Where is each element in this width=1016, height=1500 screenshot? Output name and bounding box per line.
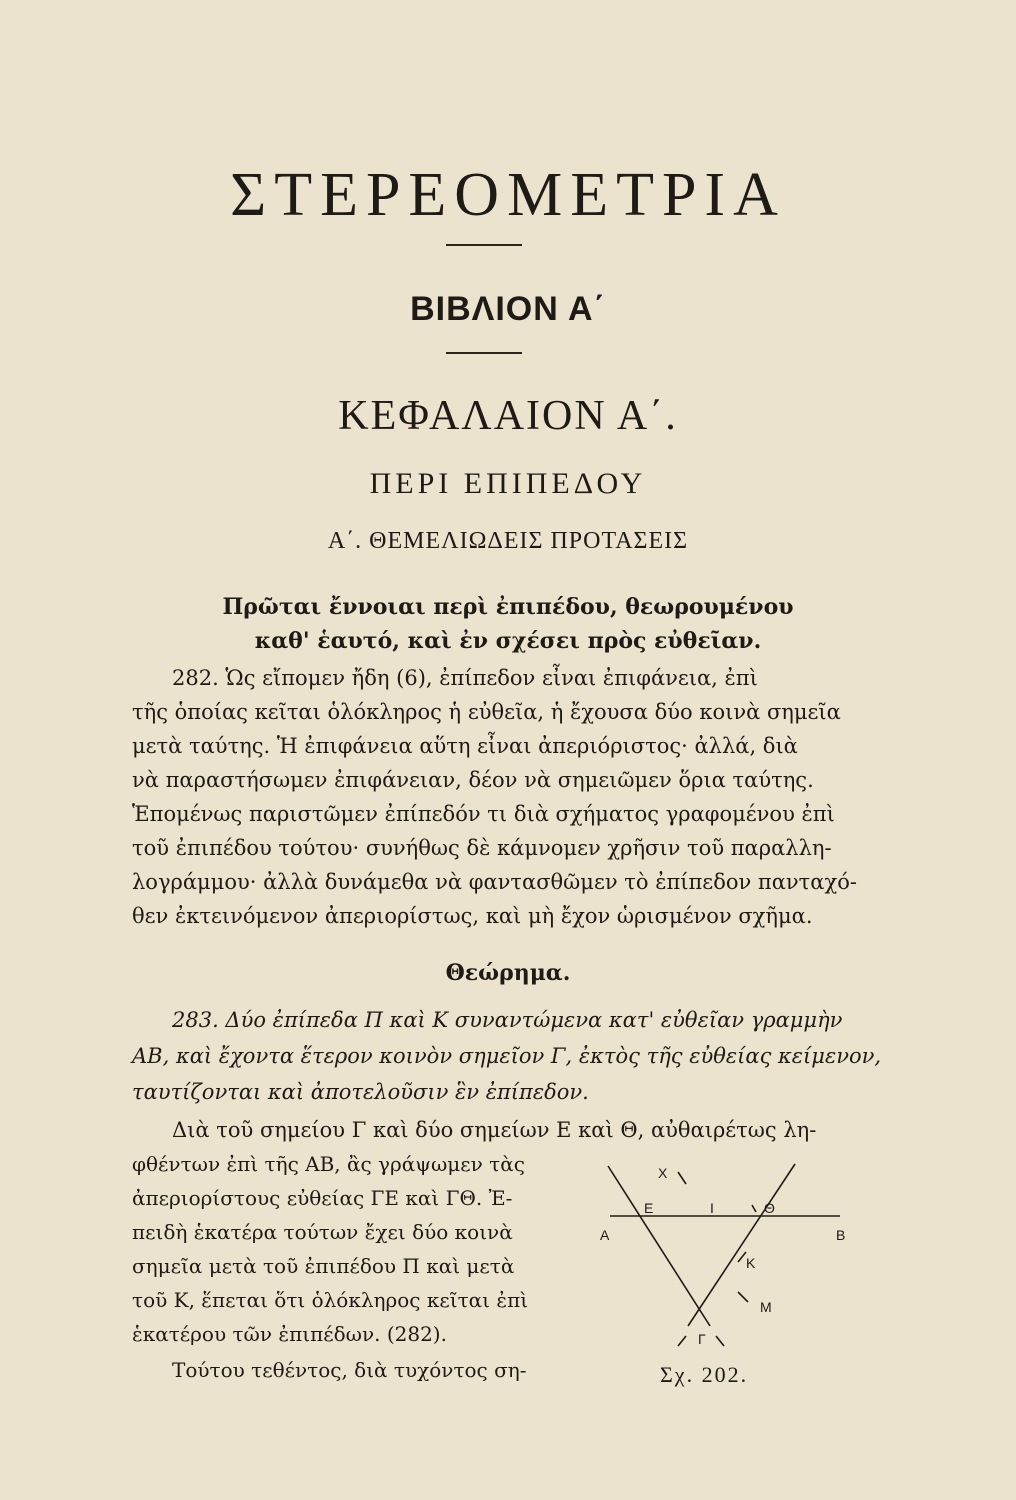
theorem-statement-line: 283. Δύο ἐπίπεδα Π καὶ Κ συναντώμενα κατ' εὐθεῖαν γραμμὴν — [172, 1008, 843, 1032]
book-divider — [446, 352, 522, 354]
paragraph-282-line: νὰ παραστήσωμεν ἐπιφάνειαν, δέον νὰ σημειῶμεν ὅρια ταύτης. — [132, 768, 814, 792]
proof-line: Διὰ τοῦ σημείου Γ καὶ δύο σημείων Ε καὶ Θ, αὐθαιρέτως λη- — [172, 1118, 817, 1142]
chapter-subtitle: ΠΕΡΙ ΕΠΙΠΕΔΟΥ — [369, 467, 647, 500]
paragraph-282-line: 282. Ὡς εἴπομεν ἤδη (6), ἐπίπεδον εἶναι ἐπιφάνεια, ἐπὶ — [172, 666, 758, 690]
figure-202 — [590, 1150, 860, 1360]
label-K: Κ — [746, 1255, 756, 1271]
book-heading: ΒΙΒΛΙΟΝ Α΄ — [410, 290, 606, 328]
section-heading: Α΄. ΘΕΜΕΛΙΩΔΕΙΣ ΠΡΟΤΑΣΕΙΣ — [327, 528, 689, 554]
proof-line: πειδὴ ἑκατέρα τούτων ἔχει δύο κοινὰ — [132, 1220, 513, 1244]
proof-line: Τούτου τεθέντος, διὰ τυχόντος ση- — [172, 1358, 527, 1382]
label-M: Μ — [760, 1299, 772, 1315]
proof-line: ἑκατέρου τῶν ἐπιπέδων. (282). — [132, 1322, 447, 1346]
label-I: Ι — [710, 1200, 714, 1216]
topic-heading-line-2: καθ' ἑαυτό, καὶ ἐν σχέσει πρὸς εὐθεῖαν. — [254, 628, 762, 654]
line-gamma-e — [608, 1166, 710, 1326]
paragraph-282-line: τοῦ ἐπιπέδου τούτου· συνήθως δὲ κάμνομεν χρῆσιν τοῦ παραλλη- — [132, 836, 832, 860]
label-B: Β — [836, 1227, 846, 1243]
paragraph-282-line: λογράμμου· ἀλλὰ δυνάμεθα νὰ φαντασθῶμεν τὸ ἐπίπεδον πανταχό- — [132, 870, 857, 894]
label-X: Χ — [658, 1165, 668, 1181]
proof-line: φθέντων ἐπὶ τῆς ΑΒ, ἂς γράψωμεν τὰς — [132, 1152, 525, 1176]
paragraph-282-line: Ἑπομένως παριστῶμεν ἐπίπεδόν τι διὰ σχήματος γραφομένου ἐπὶ — [132, 802, 835, 826]
label-A: Α — [600, 1227, 610, 1243]
paragraph-282-line: μετὰ ταύτης. Ἡ ἐπιφάνεια αὕτη εἶναι ἀπεριόριστος· ἀλλά, διὰ — [132, 734, 798, 758]
short-line-x — [678, 1172, 686, 1184]
title-divider — [446, 244, 522, 246]
figure-caption: Σχ. 202. — [660, 1362, 749, 1387]
short-line-gamma-right — [716, 1336, 724, 1346]
theorem-statement-line: ΑΒ, καὶ ἔχοντα ἕτερον κοινὸν σημεῖον Γ, ἐκτὸς τῆς εὐθείας κείμενον, — [132, 1044, 882, 1068]
label-Theta: Θ — [764, 1200, 775, 1216]
short-line-k — [738, 1252, 746, 1262]
chapter-heading: ΚΕΦΑΛΑΙΟΝ Α΄. — [338, 393, 678, 439]
proof-line: τοῦ Κ, ἕπεται ὅτι ὁλόκληρος κεῖται ἐπὶ — [132, 1288, 529, 1312]
theorem-statement-line: ταυτίζονται καὶ ἀποτελοῦσιν ἓν ἐπίπεδον. — [132, 1080, 589, 1104]
page-title: ΣΤΕΡΕΟΜΕΤΡΙΑ — [230, 161, 786, 229]
paragraph-282-line: τῆς ὁποίας κεῖται ὁλόκληρος ἡ εὐθεῖα, ἡ ἔχουσα δύο κοινὰ σημεῖα — [132, 700, 841, 724]
short-line-gamma-left — [678, 1336, 686, 1346]
label-Gamma: Γ — [698, 1331, 706, 1347]
label-E: Ε — [644, 1200, 654, 1216]
proof-line: ἀπεριορίστους εὐθείας ΓΕ καὶ ΓΘ. Ἐ- — [132, 1186, 513, 1210]
line-gamma-theta — [688, 1164, 795, 1326]
topic-heading-line-1: Πρῶται ἔννοιαι περὶ ἐπιπέδου, θεωρουμένου — [222, 594, 794, 620]
paragraph-282-line: θεν ἐκτεινόμενον ἀπεριορίστως, καὶ μὴ ἔχον ὡρισμένον σχῆμα. — [132, 904, 813, 928]
proof-line: σημεῖα μετὰ τοῦ ἐπιπέδου Π καὶ μετὰ — [132, 1254, 515, 1278]
short-line-m — [738, 1292, 748, 1302]
theorem-heading: Θεώρημα. — [445, 960, 571, 986]
short-line-i — [752, 1205, 756, 1212]
